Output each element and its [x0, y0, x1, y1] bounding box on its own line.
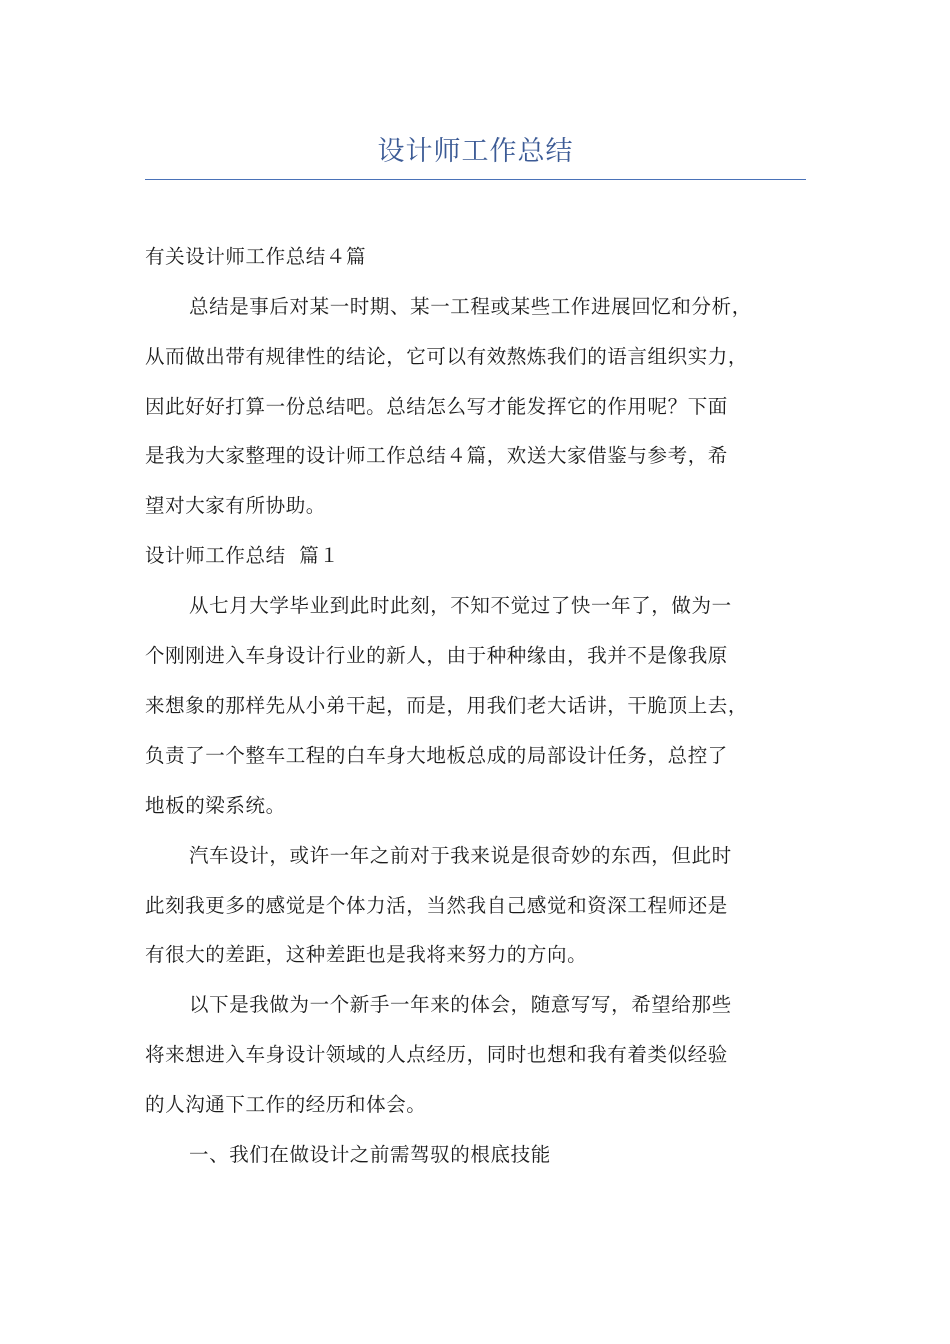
paragraph-line: 以下是我做为一个新手一年来的体会，随意写写，希望给那些	[189, 993, 732, 1016]
subheading-one: 一、我们在做设计之前需驾驭的根底技能	[189, 1143, 551, 1166]
paragraph-line: 来想象的那样先从小弟干起，而是，用我们老大话讲，干脆顶上去，	[145, 694, 749, 717]
paragraph-line: 有很大的差距，这种差距也是我将来努力的方向。	[145, 943, 588, 966]
paragraph-line: 个刚刚进入车身设计行业的新人，由于种种缘由，我并不是像我原	[145, 644, 728, 667]
intro-line: 因此好好打算一份总结吧。总结怎么写才能发挥它的作用呢？下面	[145, 395, 728, 418]
intro-line: 是我为大家整理的设计师工作总结４篇，欢送大家借鉴与参考，希	[145, 444, 728, 467]
paragraph-line: 负责了一个整车工程的白车身大地板总成的局部设计任务，总控了	[145, 744, 728, 767]
section-heading: 设计师工作总结 篇１	[145, 544, 340, 567]
paragraph-line: 的人沟通下工作的经历和体会。	[145, 1093, 427, 1116]
intro-line: 总结是事后对某一时期、某一工程或某些工作进展回忆和分析，	[189, 295, 752, 318]
document-title: 设计师工作总结	[377, 136, 574, 167]
paragraph-line: 从七月大学毕业到此时此刻，不知不觉过了快一年了，做为一	[189, 594, 732, 617]
title-underline	[145, 179, 806, 180]
paragraph-line: 汽车设计，或许一年之前对于我来说是很奇妙的东西，但此时	[189, 844, 732, 867]
paragraph-line: 将来想进入车身设计领域的人点经历，同时也想和我有着类似经验	[145, 1043, 728, 1066]
intro-line: 从而做出带有规律性的结论，它可以有效熬炼我们的语言组织实力，	[145, 345, 749, 368]
intro-line: 望对大家有所协助。	[145, 494, 326, 517]
document-subtitle: 有关设计师工作总结４篇	[145, 245, 367, 268]
paragraph-line: 此刻我更多的感觉是个体力活，当然我自己感觉和资深工程师还是	[145, 894, 728, 917]
paragraph-line: 地板的梁系统。	[145, 794, 286, 817]
